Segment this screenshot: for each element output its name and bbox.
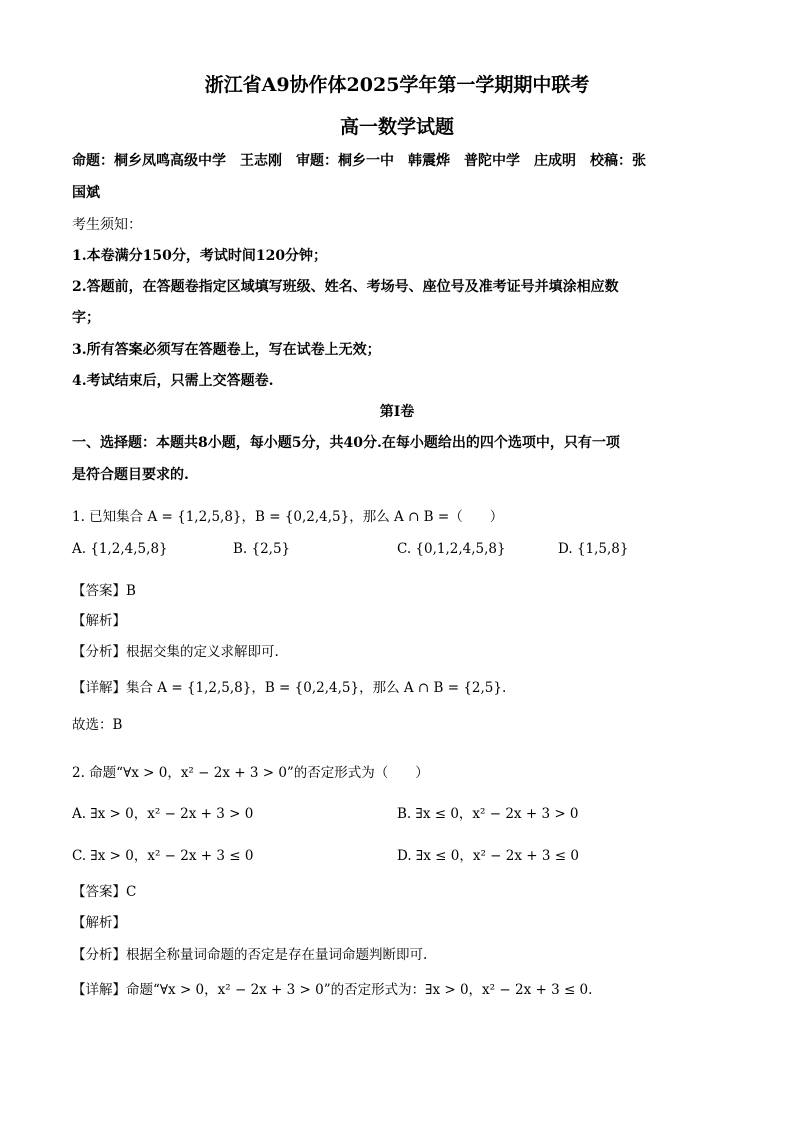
- question-2-option-b: B. ∃x ≤ 0，x² − 2x + 3 > 0: [397, 806, 579, 822]
- question-2-analysis-heading: 【解析】: [72, 915, 126, 931]
- notice-item-4: 4.考试结束后，只需上交答题卷.: [72, 373, 274, 389]
- question-2-option-d: D. ∃x ≤ 0，x² − 2x + 3 ≤ 0: [397, 848, 579, 864]
- question-1-option-c: C. {0,1,2,4,5,8}: [397, 541, 506, 557]
- exam-subtitle: 高一数学试题: [339, 116, 454, 138]
- notice-item-2-cont: 字；: [72, 310, 100, 326]
- part-heading: 第Ⅰ卷: [379, 404, 415, 420]
- question-1-option-a: A. {1,2,4,5,8}: [72, 541, 168, 557]
- question-2-option-c: C. ∃x > 0，x² − 2x + 3 ≤ 0: [72, 848, 254, 864]
- question-2-answer: 【答案】C: [72, 884, 137, 900]
- question-2-analysis: 【分析】根据全称量词命题的否定是存在量词命题判断即可.: [72, 947, 428, 963]
- question-1-option-d: D. {1,5,8}: [558, 541, 629, 557]
- question-1-stem: 1. 已知集合 A = {1,2,5,8}，B = {0,2,4,5}，那么 A ∩ B =（ ）: [72, 509, 504, 525]
- question-1-answer: 【答案】B: [72, 583, 136, 599]
- notice-item-3: 3.所有答案必须写在答题卷上，写在试卷上无效；: [72, 342, 381, 358]
- question-1-detail: 【详解】集合 A = {1,2,5,8}，B = {0,2,4,5}，那么 A ∩ B = {2,5}.: [72, 680, 507, 696]
- question-2-detail: 【详解】命题“∀x > 0，x² − 2x + 3 > 0”的否定形式为：∃x > 0，x² − 2x + 3 ≤ 0.: [72, 982, 593, 998]
- section-heading-line-2: 是符合题目要求的.: [72, 467, 189, 483]
- question-1-conclusion: 故选：B: [72, 717, 123, 733]
- question-1-analysis: 【分析】根据交集的定义求解即可.: [72, 644, 279, 660]
- authors-line-2: 国斌: [72, 185, 100, 201]
- exam-title: 浙江省A9协作体2025学年第一学期期中联考: [204, 74, 590, 96]
- question-1-option-b: B. {2,5}: [233, 541, 291, 557]
- notice-heading: 考生须知：: [72, 217, 142, 233]
- question-2-stem: 2. 命题“∀x > 0，x² − 2x + 3 > 0”的否定形式为（ ）: [72, 765, 429, 781]
- section-heading-line-1: 一、选择题：本题共8小题，每小题5分，共40分.在每小题给出的四个选项中，只有一项: [72, 435, 620, 451]
- question-2-option-a: A. ∃x > 0，x² − 2x + 3 > 0: [72, 806, 254, 822]
- question-1-analysis-heading: 【解析】: [72, 613, 126, 629]
- notice-item-1: 1.本卷满分150分，考试时间120分钟；: [72, 248, 328, 264]
- authors-line-1: 命题：桐乡凤鸣高级中学 王志刚 审题：桐乡一中 韩震烨 普陀中学 庄成明 校稿：张: [72, 153, 646, 169]
- notice-item-2: 2.答题前，在答题卷指定区域填写班级、姓名、考场号、座位号及准考证号并填涂相应数: [72, 279, 619, 295]
